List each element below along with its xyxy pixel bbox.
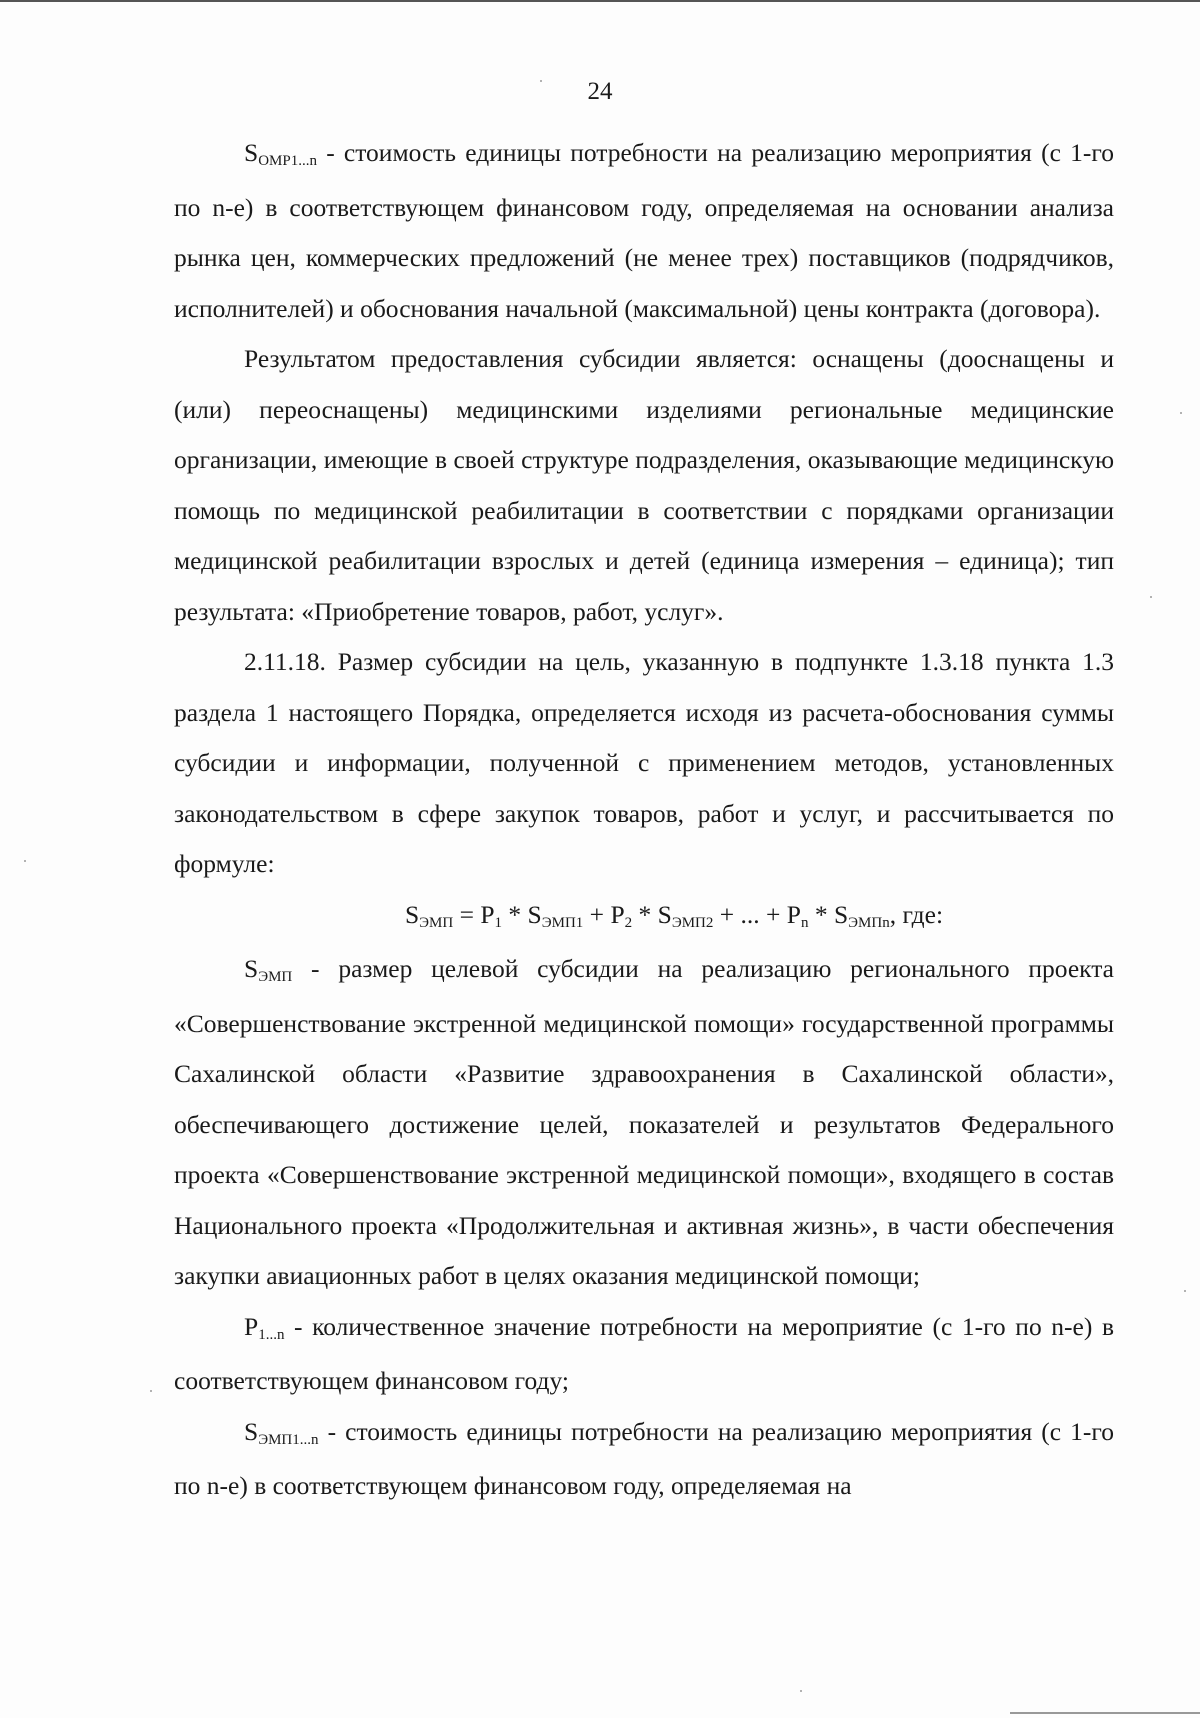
paragraph-semp-n-definition — [174, 1407, 1114, 1512]
formula-semp: SЭМП = P1 * SЭМП1 + P2 * SЭМП2 + ... + Pn * SЭМПn, где: — [404, 899, 944, 931]
variable-semp: SЭМП — [244, 954, 293, 985]
paragraph-somp-definition — [174, 128, 1114, 334]
scan-speck — [24, 860, 26, 862]
paragraph-2-11-18: 2.11.18. Размер субсидии на цель, указанную в подпункте 1.3.18 пункта 1.3 раздела 1 настоящего Порядка, определяется исходя из расчета-обоснования суммы субсидии и информации, полученной с применением методов, установленных законодательством в сфере закупок товаров, работ и услуг, и рассчитывается по формуле: — [174, 647, 1114, 878]
variable-semp-n: SЭМП1...n — [244, 1416, 319, 1448]
paragraph-text: - количественное значение потребности на мероприятие (с 1-го по n-е) в соответствующем финансовом году; — [174, 1311, 1114, 1395]
scan-speck — [1184, 1290, 1186, 1292]
scan-speck — [800, 1690, 802, 1692]
paragraph-subsidy-result: Результатом предоставления субсидии является: оснащены (дооснащены и (или) переоснащены) медицинскими изделиями региональные медицинские организации, имеющие в своей структуре подразделения, оказывающие медицинскую помощь по медицинской реабилитации в соответствии с порядками организации медицинской реабилитации взрослых и детей (единица измерения – единица); тип результата: «Приобретение товаров, работ, услуг». — [174, 344, 1114, 626]
scan-speck — [540, 80, 542, 82]
paragraph-text: - стоимость единицы потребности на реализацию мероприятия (с 1-го по n-е) в соответствующем финансовом году, определяемая на — [174, 1416, 1114, 1500]
paragraph-text: - размер целевой субсидии на реализацию регионального проекта «Совершенствование экстренной медицинской помощи» государственной программы Сахалинской области «Развитие здравоохранения в Сахалинской области», обеспечивающего достижение целей, показателей и результатов Федерального проекта «Совершенствование экстренной медицинской помощи», входящего в состав Национального проекта «Продолжительная и активная жизнь», в части обеспечения закупки авиационных работ в целях оказания медицинской помощи; — [174, 954, 1114, 1290]
scan-speck — [1150, 596, 1152, 598]
document-body — [174, 128, 1114, 1512]
page-number: 24 — [587, 78, 613, 105]
scan-bottom-edge — [1010, 1712, 1200, 1714]
paragraph-semp-definition — [174, 944, 1114, 1302]
variable-p: P1...n — [244, 1311, 285, 1343]
paragraph-text: - стоимость единицы потребности на реализацию мероприятия (с 1-го по n-е) в соответствующем финансовом году, определяемая на основании анализа рынка цен, коммерческих предложений (не менее трех) поставщиков (подрядчиков, исполнителей) и обоснования начальной (максимальной) цены контракта (договора). — [174, 138, 1114, 323]
scan-top-edge — [0, 0, 1200, 2]
scan-speck — [1180, 412, 1182, 414]
paragraph-p-definition — [174, 1302, 1114, 1407]
scan-speck — [150, 1390, 152, 1392]
variable-somp: SOMP1...n — [244, 138, 317, 169]
